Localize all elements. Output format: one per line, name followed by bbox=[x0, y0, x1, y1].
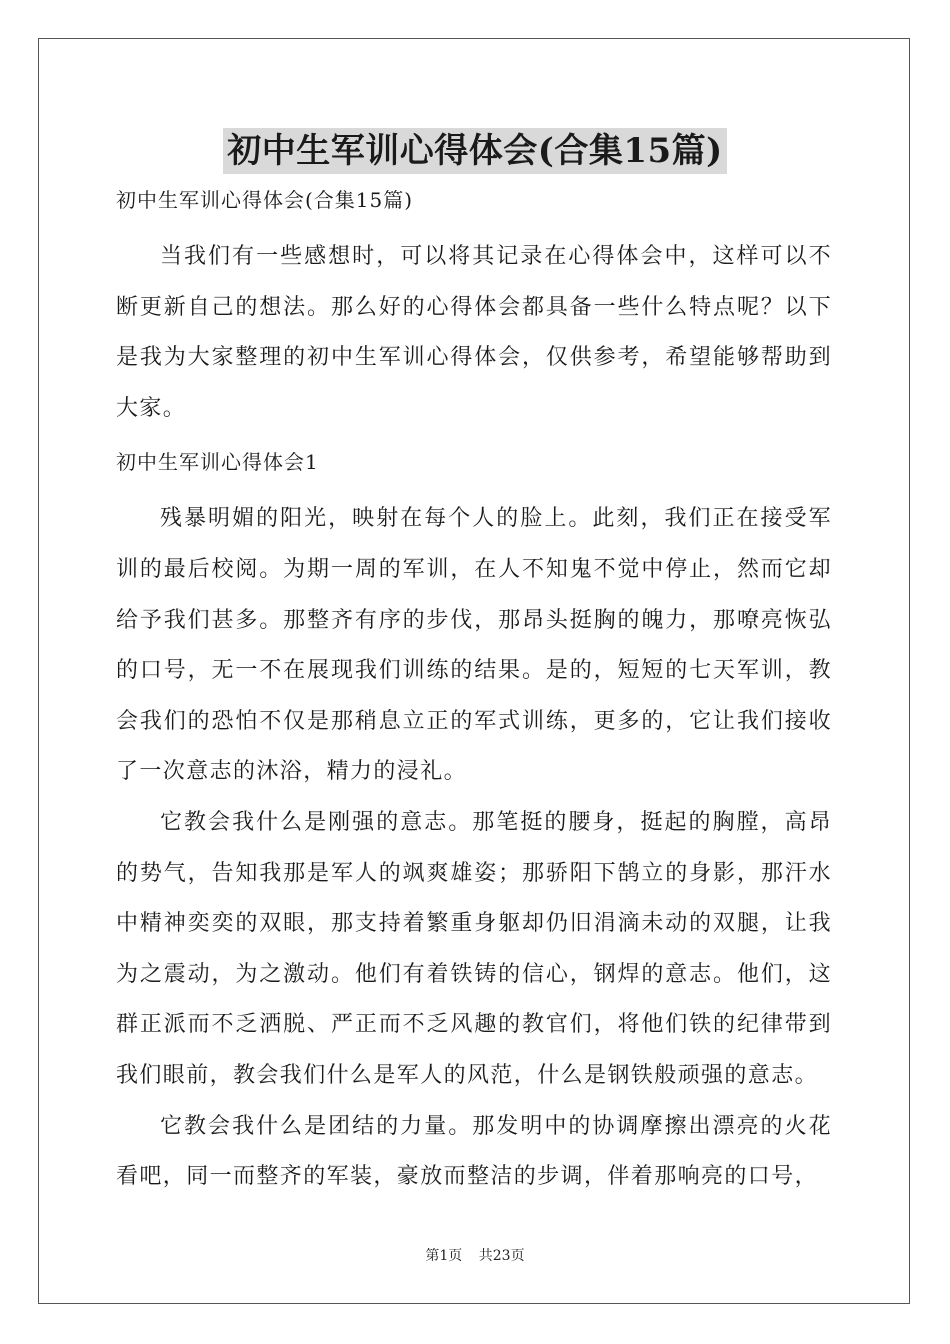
page-number: 第1页 bbox=[425, 1248, 463, 1264]
document-title bbox=[0, 128, 950, 174]
document-title-text: 初中生军训心得体会(合集15篇) bbox=[223, 128, 727, 174]
page-footer bbox=[0, 1246, 950, 1266]
document-body bbox=[116, 180, 832, 1203]
page-total: 共23页 bbox=[478, 1248, 525, 1264]
intro-paragraph: 当我们有一些感想时，可以将其记录在心得体会中，这样可以不断更新自己的想法。那么好的心得体会都具备一些什么特点呢？以下是我为大家整理的初中生军训心得体会，仅供参考，希望能够帮助到大家。 bbox=[116, 244, 832, 421]
body-paragraph: 它教会我什么是团结的力量。那发明中的协调摩擦出漂亮的火花看吧，同一而整齐的军装，豪放而整洁的步调，伴着那响亮的口号， bbox=[116, 1113, 832, 1190]
body-paragraph: 残暴明媚的阳光，映射在每个人的脸上。此刻，我们正在接受军训的最后校阅。为期一周的军训，在人不知鬼不觉中停止，然而它却给予我们甚多。那整齐有序的步伐，那昂头挺胸的魄力，那嘹亮恢弘的口号，无一不在展现我们训练的结果。是的，短短的七天军训，教会我们的恐怕不仅是那稍息立正的军式训练，更多的，它让我们接收了一次意志的沐浴，精力的浸礼。 bbox=[116, 506, 832, 785]
document-subtitle: 初中生军训心得体会(合集15篇) bbox=[116, 188, 414, 212]
body-paragraph: 它教会我什么是刚强的意志。那笔挺的腰身，挺起的胸膛，高昂的势气，告知我那是军人的飒爽雄姿；那骄阳下鹄立的身影，那汗水中精神奕奕的双眼，那支持着繁重身躯却仍旧涓滴未动的双腿，让我为之震动，为之激动。他们有着铁铸的信心，钢焊的意志。他们，这群正派而不乏洒脱、严正而不乏风趣的教官们，将他们铁的纪律带到我们眼前，教会我们什么是军人的风范，什么是钢铁般顽强的意志。 bbox=[116, 809, 832, 1088]
section-heading: 初中生军训心得体会1 bbox=[116, 450, 319, 475]
